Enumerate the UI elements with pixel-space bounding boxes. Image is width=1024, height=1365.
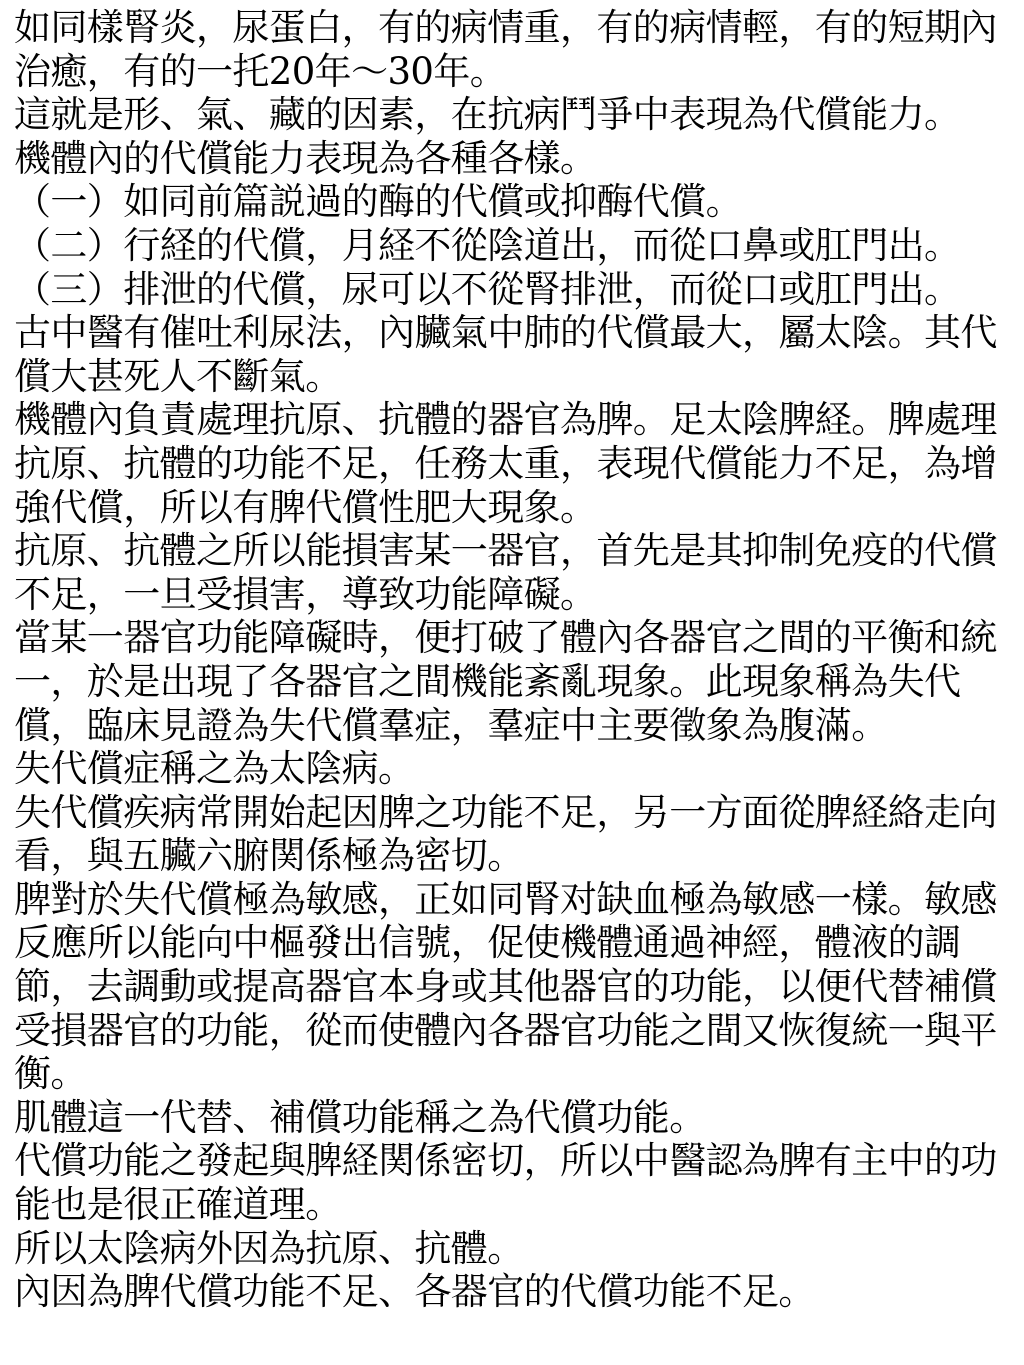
paragraph-taiyin-disease: 失代償症稱之為太陰病。 (14, 747, 415, 791)
paragraph-internal-cause: 內因為脾代償功能不足、各器官的代償功能不足。 (14, 1270, 815, 1314)
paragraph-compensation-function: 肌體這一代替、補償功能稱之為代償功能。 (14, 1095, 706, 1139)
paragraph-decompensation: 當某一器官功能障礙時，便打破了體內各器官之間的平衡和統一，於是出現了各器官之間機能紊亂現象。此現象稱為失代償，臨床見證為失代償羣症，羣症中主要徵象為腹滿。 (14, 616, 997, 747)
paragraph-spleen-center: 代償功能之發起與脾経関係密切，所以中醫認為脾有主中的功能也是很正確道理。 (14, 1139, 997, 1227)
paragraph-spleen-meridian: 失代償疾病常開始起因脾之功能不足，另一方面從脾経絡走向看，與五臟六腑関係極為密切。 (14, 790, 997, 878)
paragraph-organ-damage: 抗原、抗體之所以能損害某一器官，首先是其抑制免疫的代償不足，一旦受損害，導致功能障礙。 (14, 529, 997, 616)
paragraph-compensation-factors: 這就是形、氣、藏的因素，在抗病鬥爭中表現為代償能力。 (14, 93, 961, 137)
list-item-menstrual-compensation: （二）行経的代償，月経不從陰道出，而從口鼻或肛門出。 (14, 223, 961, 267)
paragraph-compensation-forms: 機體內的代償能力表現為各種各樣。 (14, 136, 597, 180)
paragraph-spleen-role: 機體內負責處理抗原、抗體的器官為脾。足太陰脾経。脾處理抗原、抗體的功能不足，任務太重，表現代償能力不足，為增強代償，所以有脾代償性肥大現象。 (14, 398, 997, 529)
paragraph-spleen-sensitivity: 脾對於失代償極為敏感，正如同腎对缺血極為敏感一樣。敏感反應所以能向中樞發出信號，促使機體通過神經，體液的調節，去調動或提高器官本身或其他器官的功能，以便代替補償受損器官的功能，從而使體內各器官功能之間又恢復統一與平衡。 (14, 877, 997, 1096)
list-item-enzyme-compensation: （一）如同前篇説過的酶的代償或抑酶代償。 (14, 180, 742, 224)
paragraph-external-cause: 所以太陰病外因為抗原、抗體。 (14, 1226, 524, 1270)
list-item-excretion-compensation: （三）排泄的代償，尿可以不從腎排泄，而從口或肛門出。 (14, 267, 961, 311)
paragraph-lung-compensation: 古中醫有催吐利尿法，內臟氣中肺的代償最大，屬太陰。其代償大甚死人不斷氣。 (14, 311, 997, 398)
paragraph-nephritis-cases: 如同樣腎炎，尿蛋白，有的病情重，有的病情輕，有的短期內治癒，有的一托20年～30年。 (14, 6, 997, 93)
